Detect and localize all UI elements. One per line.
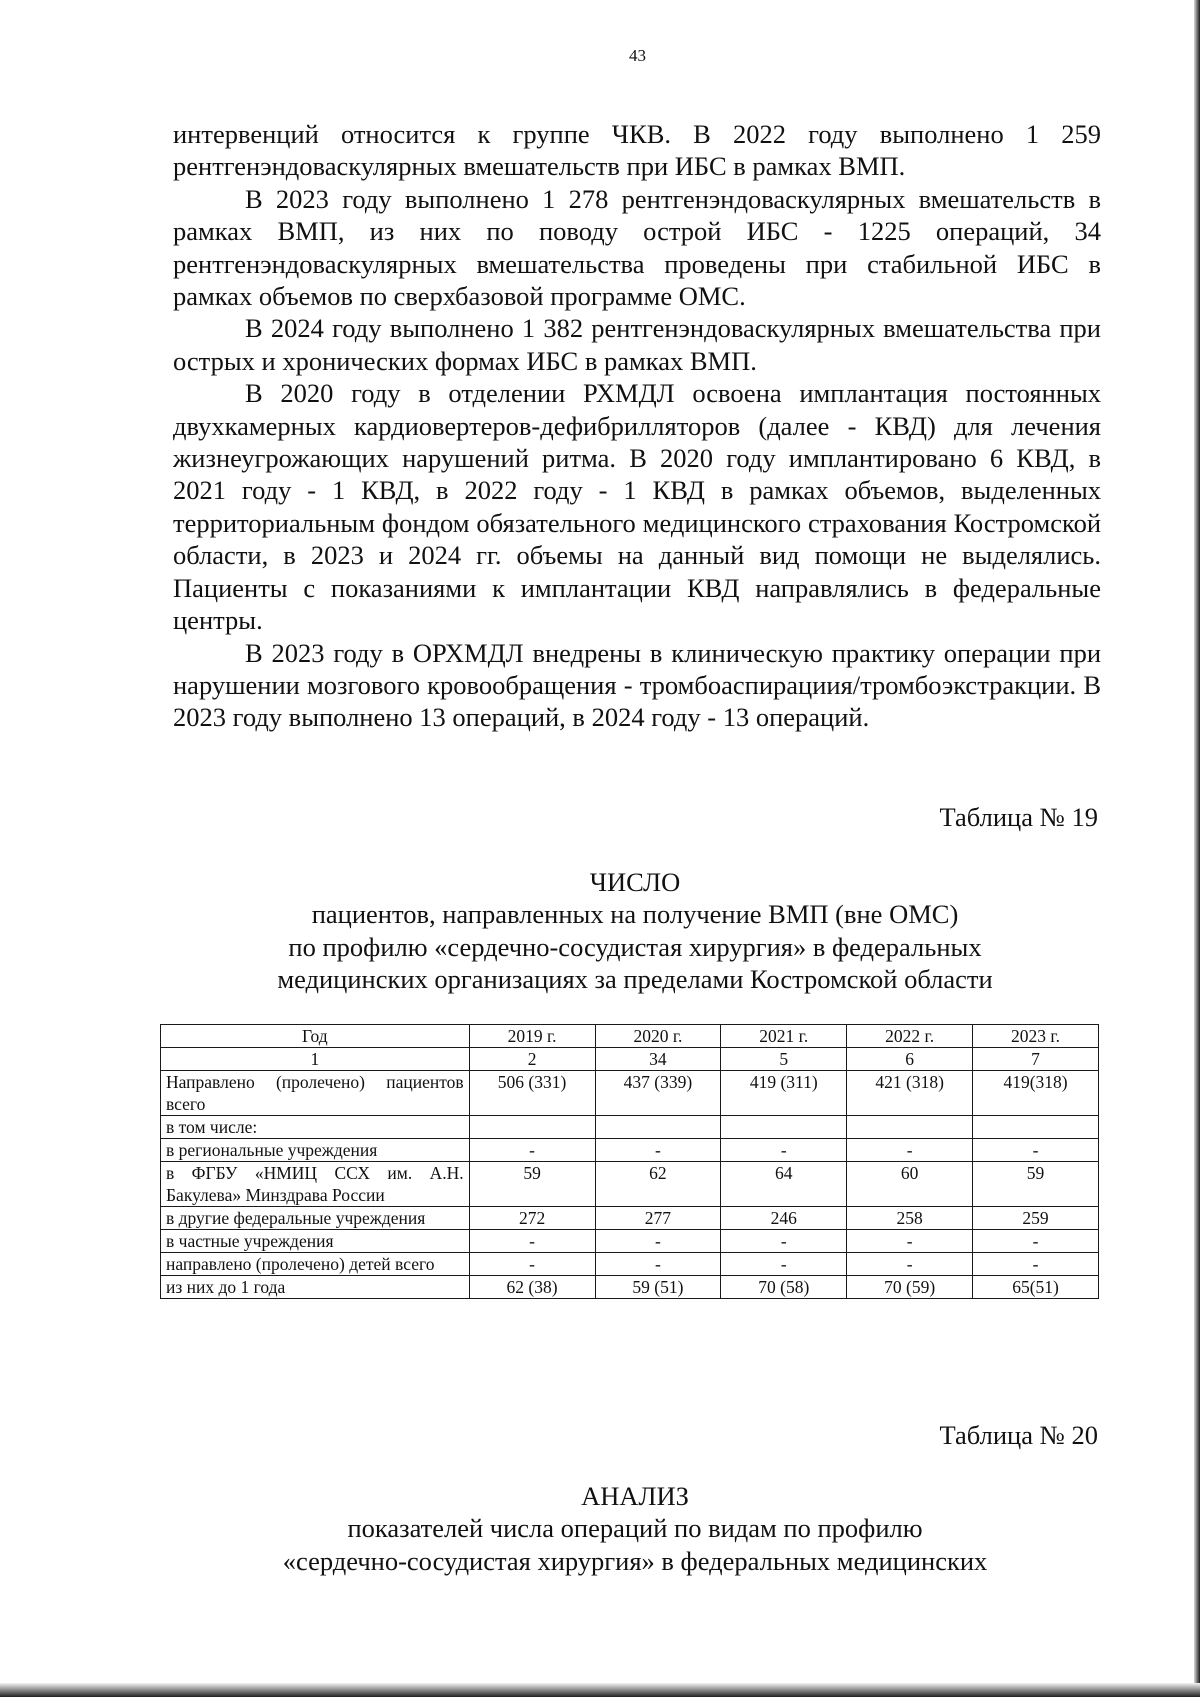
paragraph-1: интервенций относится к группе ЧКВ. В 2022 году выполнено 1 259 рентгенэндоваскулярных вмешательств при ИБС в рамках ВМП. <box>173 119 1101 182</box>
row-label: в ФГБУ «НМИЦ ССХ им. А.Н. Бакулева» Минздрава России <box>161 1162 470 1207</box>
table-20-title: АНАЛИЗ <box>581 1481 689 1511</box>
table-row <box>161 1276 1099 1299</box>
table-cell: 259 <box>973 1207 1099 1230</box>
table-cell: 258 <box>847 1207 973 1230</box>
row-label: в региональные учреждения <box>161 1139 470 1162</box>
table-cell: 59 <box>973 1162 1099 1207</box>
table-cell: - <box>469 1253 595 1276</box>
table-cell: - <box>847 1230 973 1253</box>
table-cell: - <box>595 1230 721 1253</box>
column-header: Год <box>161 1025 470 1048</box>
column-header: 2020 г. <box>595 1025 721 1048</box>
table-cell: - <box>469 1139 595 1162</box>
table-cell: - <box>973 1139 1099 1162</box>
table-cell: 419(318) <box>973 1071 1099 1116</box>
table-cell <box>973 1116 1099 1139</box>
table-cell: 419 (311) <box>721 1071 847 1116</box>
table-row <box>161 1139 1099 1162</box>
table-cell: - <box>847 1139 973 1162</box>
table-cell: - <box>595 1253 721 1276</box>
row-label: в частные учреждения <box>161 1230 470 1253</box>
column-header: 2023 г. <box>973 1025 1099 1048</box>
table-cell: - <box>721 1139 847 1162</box>
row-label: в том числе: <box>161 1116 470 1139</box>
table-cell: 65(51) <box>973 1276 1099 1299</box>
table-cell: 70 (59) <box>847 1276 973 1299</box>
scan-edge-bottom <box>0 1683 1200 1697</box>
table-cell: 506 (331) <box>469 1071 595 1116</box>
table-19-caption: Таблица № 19 <box>939 802 1098 832</box>
table-cell <box>595 1116 721 1139</box>
table-cell: 59 (51) <box>595 1276 721 1299</box>
paragraph-5: В 2023 году в ОРХМДЛ внедрены в клиническую практику операции при нарушении мозгового кровообращения - тромбоаспирациия/тромбоэкстракции. В 2023 году выполнено 13 операций, в 2024 году - 13 операций. <box>173 637 1101 733</box>
table-cell: 60 <box>847 1162 973 1207</box>
table-cell <box>847 1116 973 1139</box>
table-cell: 421 (318) <box>847 1071 973 1116</box>
table-cell: 272 <box>469 1207 595 1230</box>
table-19 <box>160 1024 1099 1299</box>
table-19-heading-line: по профилю «сердечно-сосудистая хирургия» в федеральных <box>288 931 982 962</box>
column-number: 2 <box>469 1048 595 1071</box>
table-row <box>161 1207 1099 1230</box>
column-header: 2021 г. <box>721 1025 847 1048</box>
table-cell: 64 <box>721 1162 847 1207</box>
table-cell: 59 <box>469 1162 595 1207</box>
paragraph-2: В 2023 году выполнено 1 278 рентгенэндоваскулярных вмешательств в рамках ВМП, из них по поводу острой ИБС - 1225 операций, 34 рентгенэндоваскулярных вмешательства проведены при стабильной ИБС в рамках объемов по сверхбазовой программе ОМС. <box>173 183 1101 312</box>
table-cell: - <box>721 1230 847 1253</box>
table-19-heading <box>0 866 1200 996</box>
table-cell: 246 <box>721 1207 847 1230</box>
page-number: 43 <box>629 46 646 65</box>
column-number: 34 <box>595 1048 721 1071</box>
column-header: 2019 г. <box>469 1025 595 1048</box>
table-19-heading-line: пациентов, направленных на получение ВМП (вне ОМС) <box>311 899 959 930</box>
column-number: 5 <box>721 1048 847 1071</box>
table-20-heading-line: «сердечно-сосудистая хирургия» в федеральных медицинских <box>282 1545 988 1576</box>
table-cell: - <box>847 1253 973 1276</box>
table-cell: 62 <box>595 1162 721 1207</box>
row-label: направлено (пролечено) детей всего <box>161 1253 470 1276</box>
table-19-title: ЧИСЛО <box>589 867 681 897</box>
table-cell: - <box>595 1139 721 1162</box>
table-row <box>161 1116 1099 1139</box>
table-20-heading-line: показателей числа операций по видам по профилю <box>347 1513 923 1544</box>
table-header-row <box>161 1025 1099 1048</box>
row-label: из них до 1 года <box>161 1276 470 1299</box>
paragraph-4: В 2020 году в отделении РХМДЛ освоена имплантация постоянных двухкамерных кардиовертеров-дефибрилляторов (далее - КВД) для лечения жизнеугрожающих нарушений ритма. В 2020 году имплантировано 6 КВД, в 2021 году - 1 КВД, в 2022 году - 1 КВД в рамках объемов, выделенных территориальным фондом обязательного медицинского страхования Костромской области, в 2023 и 2024 гг. объемы на данный вид помощи не выделялись. Пациенты с показаниями к имплантации КВД направлялись в федеральные центры. <box>173 378 1101 636</box>
body-text <box>173 118 1101 734</box>
table-row <box>161 1230 1099 1253</box>
table-cell: - <box>973 1253 1099 1276</box>
table-row <box>161 1162 1099 1207</box>
column-header: 2022 г. <box>847 1025 973 1048</box>
paragraph-3: В 2024 году выполнено 1 382 рентгенэндоваскулярных вмешательства при острых и хронических формах ИБС в рамках ВМП. <box>173 313 1101 376</box>
table-cell: - <box>469 1230 595 1253</box>
column-number: 7 <box>973 1048 1099 1071</box>
table-cell: - <box>721 1253 847 1276</box>
table-cell <box>469 1116 595 1139</box>
column-number: 1 <box>161 1048 470 1071</box>
column-number: 6 <box>847 1048 973 1071</box>
table-20-caption: Таблица № 20 <box>939 1420 1098 1450</box>
table-cell: 70 (58) <box>721 1276 847 1299</box>
table-19-heading-line: медицинских организациях за пределами Костромской области <box>277 964 993 995</box>
table-cell: 62 (38) <box>469 1276 595 1299</box>
scan-edge-right <box>1194 0 1200 1697</box>
table-cell: 437 (339) <box>595 1071 721 1116</box>
table-cell: - <box>973 1230 1099 1253</box>
table-20-heading <box>0 1480 1200 1577</box>
row-label: в другие федеральные учреждения <box>161 1207 470 1230</box>
table-row <box>161 1071 1099 1116</box>
table-row <box>161 1253 1099 1276</box>
table-cell: 277 <box>595 1207 721 1230</box>
table-cell <box>721 1116 847 1139</box>
row-label: Направлено (пролечено) пациентов всего <box>161 1071 470 1116</box>
column-numbers-row <box>161 1048 1099 1071</box>
